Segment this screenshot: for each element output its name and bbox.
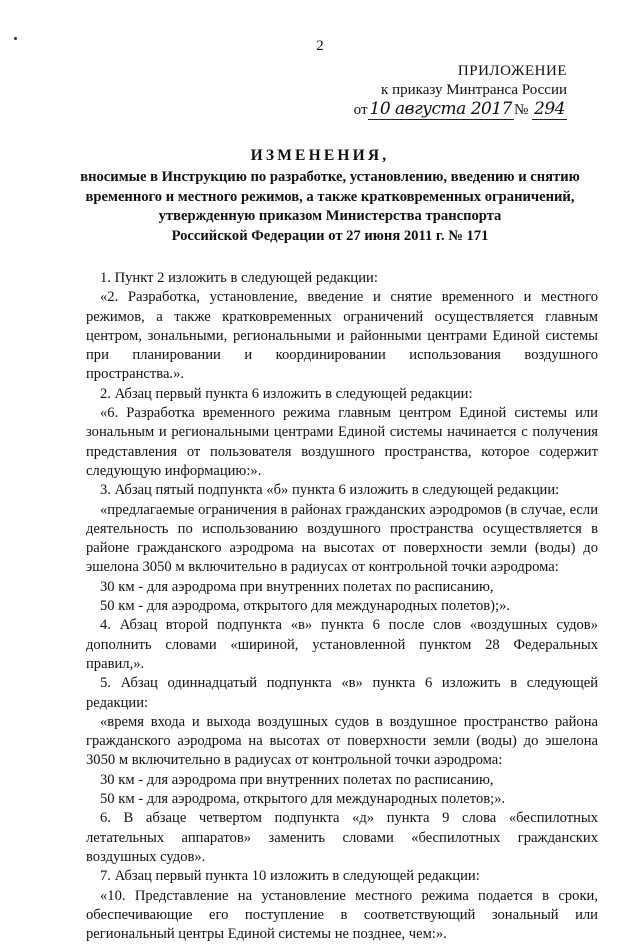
paragraph: «предлагаемые ограничения в районах гражданских аэродромов (в случае, если деятельность по использованию воздушного пространства осуществляется в районе гражданского аэродрома на высотах от поверхности земли (воды) до эшелона 3050 м включительно в радиусах от контрольной точки аэродрома: <box>86 501 598 578</box>
paragraph: «2. Разработка, установление, введение и снятие временного и местного режимов, а также кратковременных ограничений осуществляется главным центром, зональными, региональными и районными центрами Единой системы при планировании и координировании использования воздушного пространства.». <box>86 288 598 384</box>
paragraph: 1. Пункт 2 изложить в следующей редакции: <box>86 269 598 288</box>
handwritten-number: 294 <box>532 99 567 120</box>
paragraph: 30 км - для аэродрома при внутренних полетах по расписанию, <box>86 771 598 790</box>
document-subtitle <box>60 168 600 246</box>
paragraph: 50 км - для аэродрома, открытого для международных полетов);». <box>86 597 598 616</box>
paragraph: 7. Абзац первый пункта 10 изложить в следующей редакции: <box>86 867 598 886</box>
order-reference: к приказу Минтранса России <box>354 81 567 100</box>
order-date-number <box>354 100 567 120</box>
paragraph: 50 км - для аэродрома, открытого для международных полетов;». <box>86 790 598 809</box>
subtitle-line: утвержденную приказом Министерства транспорта <box>60 207 600 227</box>
appendix-block <box>354 62 567 120</box>
subtitle-line: временного и местного режимов, а также кратковременных ограничений, <box>60 188 600 208</box>
number-prefix: № <box>514 102 528 118</box>
paragraph: «время входа и выхода воздушных судов в воздушное пространство района гражданского аэродрома на высотах от поверхности земли (воды) до эшелона 3050 м включительно в радиусах от контрольной точки аэродрома: <box>86 713 598 771</box>
handwritten-date: 10 августа 2017 <box>368 99 514 120</box>
paragraph: 4. Абзац второй подпункта «в» пункта 6 после слов «воздушных судов» дополнить словами «шириной, установленной пунктом 28 Федеральных правил,». <box>86 616 598 674</box>
paragraph: 3. Абзац пятый подпункта «б» пункта 6 изложить в следующей редакции: <box>86 481 598 500</box>
document-body <box>86 269 598 944</box>
paragraph: 30 км - для аэродрома при внутренних полетах по расписанию, <box>86 578 598 597</box>
paragraph: «6. Разработка временного режима главным центром Единой системы или зональным и региональными центрами Единой системы начинается с получения представления от пользователя воздушного пространства, которое содержит следующую информацию:». <box>86 404 598 481</box>
page-number: 2 <box>0 38 640 55</box>
subtitle-line: Российской Федерации от 27 июня 2011 г. № 171 <box>60 227 600 247</box>
document-title: ИЗМЕНЕНИЯ, <box>0 147 640 165</box>
paragraph: 5. Абзац одиннадцатый подпункта «в» пункта 6 изложить в следующей редакции: <box>86 674 598 713</box>
paragraph: «10. Представление на установление местного режима подается в сроки, обеспечивающие его поступление в соответствующий зональный или региональный центры Единой системы не позднее, чем:». <box>86 887 598 944</box>
date-prefix: от <box>354 102 368 118</box>
paragraph: 6. В абзаце четвертом подпункта «д» пункта 9 слова «беспилотных летательных аппаратов» заменить словами «беспилотных гражданских воздушных судов». <box>86 809 598 867</box>
subtitle-line: вносимые в Инструкцию по разработке, установлению, введению и снятию <box>60 168 600 188</box>
paragraph: 2. Абзац первый пункта 6 изложить в следующей редакции: <box>86 385 598 404</box>
appendix-label: ПРИЛОЖЕНИЕ <box>354 62 567 81</box>
